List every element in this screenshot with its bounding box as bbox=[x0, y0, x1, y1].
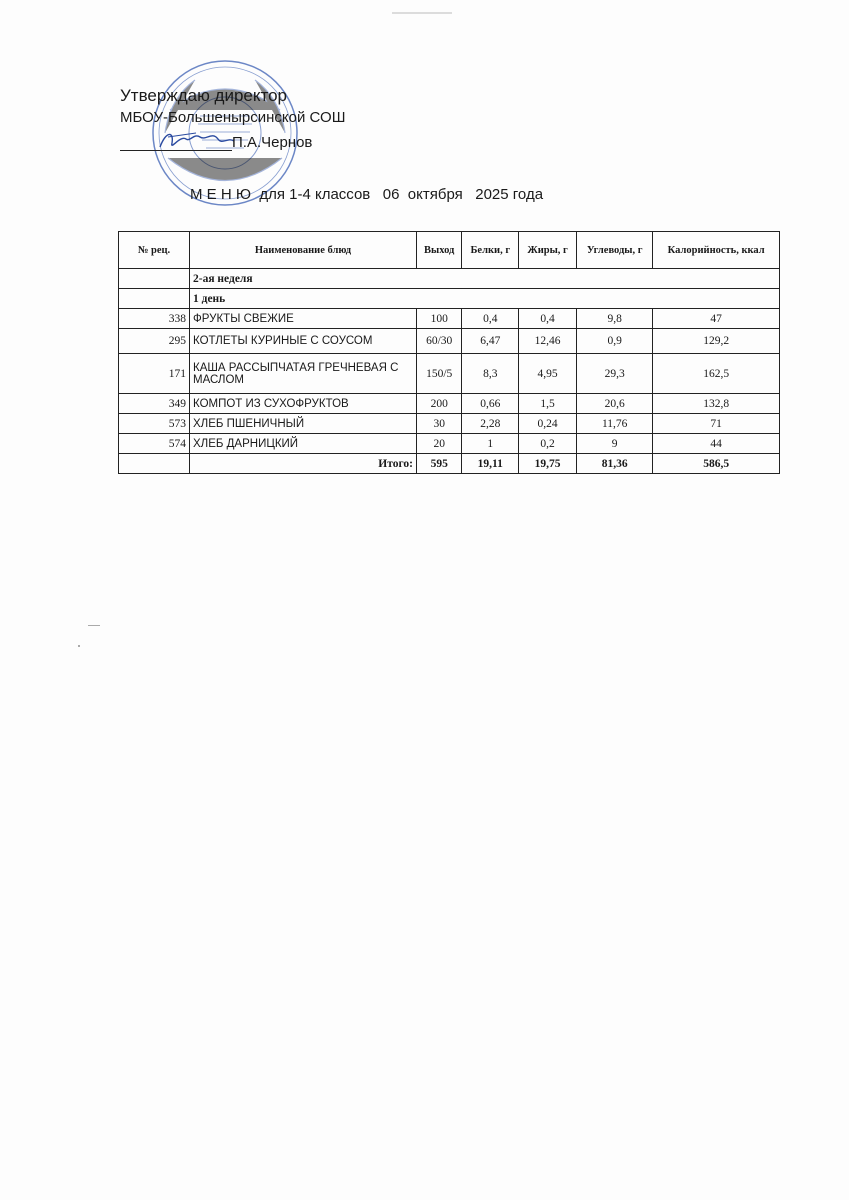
signature-line bbox=[120, 131, 420, 153]
week-row bbox=[119, 269, 780, 289]
signer-name: П.А.Чернов bbox=[232, 134, 313, 151]
dish-carbs: 29,3 bbox=[577, 354, 653, 394]
table-row bbox=[119, 329, 780, 354]
dish-protein: 6,47 bbox=[462, 329, 519, 354]
dish-calories: 132,8 bbox=[653, 394, 780, 414]
header-name: Наименование блюд bbox=[190, 232, 417, 269]
table-header-row bbox=[119, 232, 780, 269]
recipe-number: 295 bbox=[119, 329, 190, 354]
dish-calories: 47 bbox=[653, 309, 780, 329]
day-label: 1 день bbox=[190, 289, 780, 309]
total-row bbox=[119, 454, 780, 474]
dish-carbs: 9 bbox=[577, 434, 653, 454]
total-fat: 19,75 bbox=[519, 454, 577, 474]
dish-protein: 2,28 bbox=[462, 414, 519, 434]
approval-title: Утверждаю директор bbox=[120, 86, 288, 105]
dish-protein: 8,3 bbox=[462, 354, 519, 394]
table-row bbox=[119, 354, 780, 394]
day-row bbox=[119, 289, 780, 309]
dish-carbs: 9,8 bbox=[577, 309, 653, 329]
dish-carbs: 20,6 bbox=[577, 394, 653, 414]
dish-fat: 4,95 bbox=[519, 354, 577, 394]
dish-name: ХЛЕБ ДАРНИЦКИЙ bbox=[190, 434, 417, 454]
header-fat: Жиры, г bbox=[519, 232, 577, 269]
menu-table bbox=[118, 231, 780, 474]
dish-output: 200 bbox=[417, 394, 462, 414]
recipe-number: 338 bbox=[119, 309, 190, 329]
dish-name: КОМПОТ ИЗ СУХОФРУКТОВ bbox=[190, 394, 417, 414]
dish-name: КАША РАССЫПЧАТАЯ ГРЕЧНЕВАЯ С МАСЛОМ bbox=[190, 354, 417, 394]
scan-artifact bbox=[392, 12, 452, 14]
approval-block bbox=[120, 86, 420, 153]
dish-calories: 129,2 bbox=[653, 329, 780, 354]
dish-fat: 12,46 bbox=[519, 329, 577, 354]
dish-output: 20 bbox=[417, 434, 462, 454]
header-output: Выход bbox=[417, 232, 462, 269]
dish-carbs: 11,76 bbox=[577, 414, 653, 434]
dish-calories: 162,5 bbox=[653, 354, 780, 394]
menu-heading: М Е Н Ю для 1-4 классов 06 октября 2025 года bbox=[190, 186, 544, 203]
dish-output: 100 bbox=[417, 309, 462, 329]
header-recipe: № рец. bbox=[119, 232, 190, 269]
recipe-number: 171 bbox=[119, 354, 190, 394]
dish-output: 60/30 bbox=[417, 329, 462, 354]
total-output: 595 bbox=[417, 454, 462, 474]
dish-fat: 0,2 bbox=[519, 434, 577, 454]
dish-calories: 71 bbox=[653, 414, 780, 434]
dish-protein: 1 bbox=[462, 434, 519, 454]
dish-fat: 1,5 bbox=[519, 394, 577, 414]
recipe-number: 574 bbox=[119, 434, 190, 454]
table-row bbox=[119, 434, 780, 454]
recipe-number: 349 bbox=[119, 394, 190, 414]
header-calories: Калорийность, ккал bbox=[653, 232, 780, 269]
approval-organization: МБОУ-Большенырсинской СОШ bbox=[120, 109, 346, 126]
table-row bbox=[119, 414, 780, 434]
dish-calories: 44 bbox=[653, 434, 780, 454]
total-calories: 586,5 bbox=[653, 454, 780, 474]
dish-name: ХЛЕБ ПШЕНИЧНЫЙ bbox=[190, 414, 417, 434]
scan-artifact bbox=[88, 625, 100, 626]
scan-artifact bbox=[78, 645, 80, 647]
dish-name: ФРУКТЫ СВЕЖИЕ bbox=[190, 309, 417, 329]
total-label: Итого: bbox=[190, 454, 417, 474]
header-carbs: Углеводы, г bbox=[577, 232, 653, 269]
dish-protein: 0,66 bbox=[462, 394, 519, 414]
recipe-number: 573 bbox=[119, 414, 190, 434]
handwritten-signature bbox=[156, 127, 236, 153]
dish-output: 30 bbox=[417, 414, 462, 434]
header-protein: Белки, г bbox=[462, 232, 519, 269]
dish-name: КОТЛЕТЫ КУРИНЫЕ С СОУСОМ bbox=[190, 329, 417, 354]
total-protein: 19,11 bbox=[462, 454, 519, 474]
table-row bbox=[119, 309, 780, 329]
dish-fat: 0,24 bbox=[519, 414, 577, 434]
dish-fat: 0,4 bbox=[519, 309, 577, 329]
total-carbs: 81,36 bbox=[577, 454, 653, 474]
dish-carbs: 0,9 bbox=[577, 329, 653, 354]
dish-protein: 0,4 bbox=[462, 309, 519, 329]
dish-output: 150/5 bbox=[417, 354, 462, 394]
table-row bbox=[119, 394, 780, 414]
week-label: 2-ая неделя bbox=[190, 269, 780, 289]
